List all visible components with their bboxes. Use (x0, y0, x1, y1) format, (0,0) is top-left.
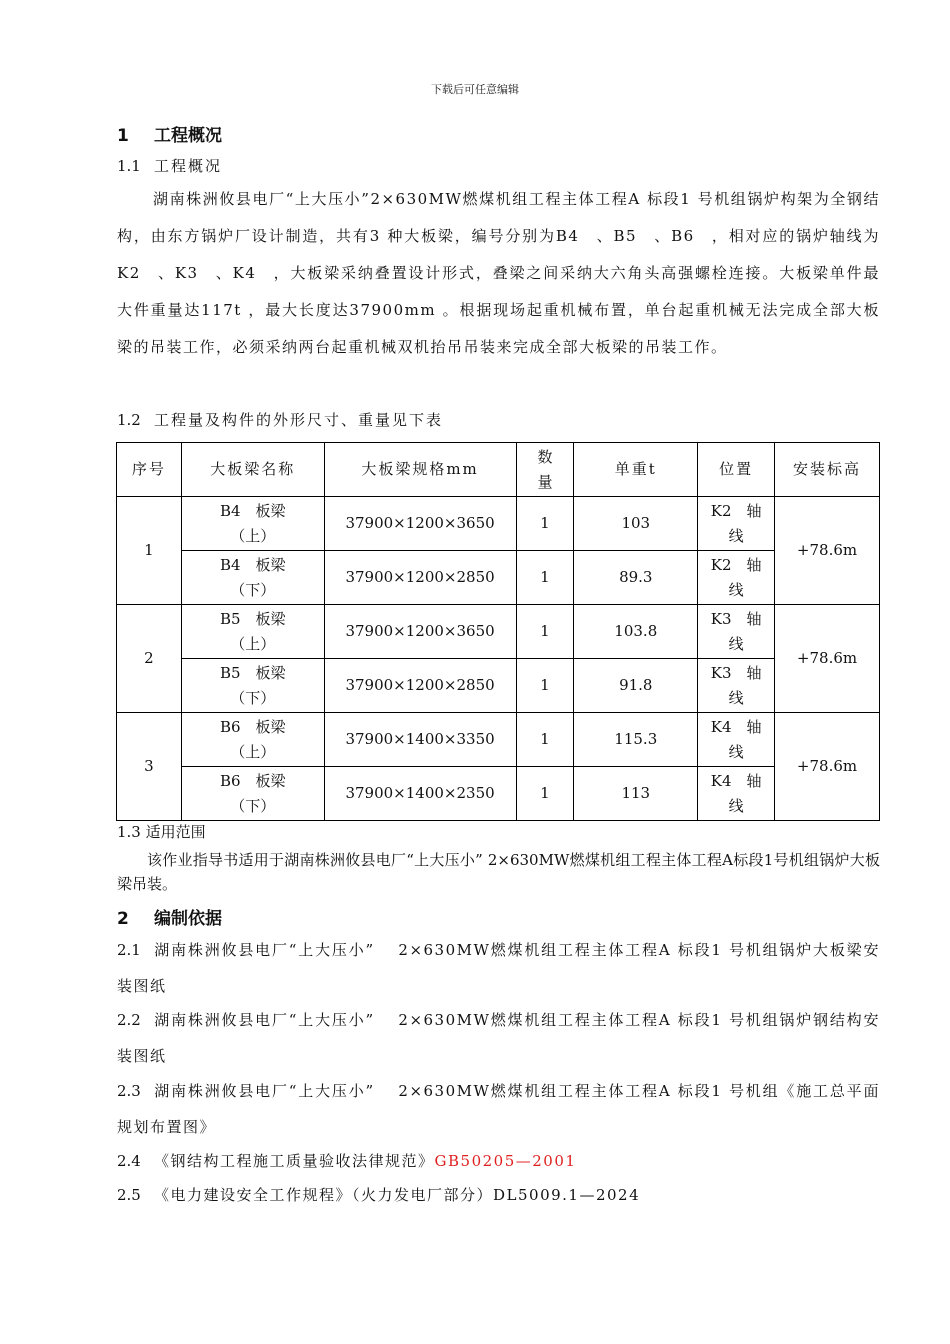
header-elev: 安装标高 (775, 443, 880, 497)
section-2-heading (117, 904, 222, 929)
cell-weight: 115.3 (574, 713, 698, 767)
subsection-1-3-heading: 1.3 适用范围 (117, 823, 206, 841)
overview-paragraph: 湖南株洲攸县电厂“上大压小”2×630MW燃煤机组工程主体工程A 标段1 号机组锅炉构架为全钢结构，由东方锅炉厂设计制造，共有3 种大板梁，编号分别为B4 、B5 、B6 ，相对应的锅炉轴线为K2 、K3 、K4 ，大板梁采纳叠置设计形式，叠梁之间采纳大六角头高强螺栓连接。大板梁单件最大件重量达117t ，最大长度达37900mm 。根据现场起重机械布置，单台起重机械无法完成全部大板梁的吊装工作，必须采纳两台起重机械双机抬吊吊装来完成全部大板梁的吊装工作。 (117, 190, 880, 356)
cell-qty: 1 (516, 767, 574, 821)
cell-name: B6 板梁 （下） (181, 767, 324, 821)
header-qty-top: 数 (537, 447, 553, 466)
table-row (117, 605, 880, 659)
reference-item: 2.4 《钢结构工程施工质量验收法律规范》GB50205—2001 (117, 1152, 577, 1170)
table-header-row (117, 443, 880, 497)
cell-weight: 103 (574, 497, 698, 551)
cell-spec: 37900×1400×2350 (324, 767, 516, 821)
section-1-heading (117, 121, 222, 146)
cell-spec: 37900×1200×2850 (324, 659, 516, 713)
cell-weight: 103.8 (574, 605, 698, 659)
beam-spec-table (116, 442, 880, 821)
reference-item: 2.5 《电力建设安全工作规程》（火力发电厂部分）DL5009.1—2024 (117, 1186, 641, 1204)
cell-elev: +78.6m (775, 605, 880, 713)
subsection-number: 1.1 (117, 157, 141, 175)
reference-item: 2.3 湖南株洲攸县电厂“上大压小” 2×630MW燃煤机组工程主体工程A 标段1 号机组《施工总平面规划布置图》 (117, 1082, 880, 1136)
reference-item: 2.2 湖南株洲攸县电厂“上大压小” 2×630MW燃煤机组工程主体工程A 标段1 号机组锅炉钢结构安装图纸 (117, 1011, 880, 1065)
scope-paragraph: 该作业指导书适用于湖南株洲攸县电厂“上大压小” 2×630MW燃煤机组工程主体工程A标段1号机组锅炉大板梁吊装。 (117, 851, 880, 893)
header-qty-bottom: 量 (537, 472, 553, 491)
header-note: 下载后可任意编辑 (431, 83, 519, 96)
reference-item: 2.1 湖南株洲攸县电厂“上大压小” 2×630MW燃煤机组工程主体工程A 标段1 号机组锅炉大板梁安装图纸 (117, 941, 880, 995)
section-title: 工程概况 (154, 126, 222, 146)
cell-name: B5 板梁 （上） (181, 605, 324, 659)
subsection-1-2-heading (117, 409, 443, 430)
cell-pos: K2 轴 线 (698, 497, 775, 551)
cell-qty: 1 (516, 713, 574, 767)
cell-pos: K3 轴 线 (698, 605, 775, 659)
cell-weight: 91.8 (574, 659, 698, 713)
subsection-1-1-heading (117, 155, 222, 176)
cell-spec: 37900×1400×3350 (324, 713, 516, 767)
table-row (117, 551, 880, 605)
header-weight: 单重t (574, 443, 698, 497)
header-qty (516, 443, 574, 497)
section-number: 2 (117, 909, 129, 929)
table-row (117, 767, 880, 821)
cell-name: B4 板梁 （下） (181, 551, 324, 605)
section-number: 1 (117, 126, 129, 146)
cell-pos: K4 轴 线 (698, 713, 775, 767)
cell-name: B4 板梁 （上） (181, 497, 324, 551)
subsection-title: 工程量及构件的外形尺寸、重量见下表 (154, 411, 444, 429)
cell-elev: +78.6m (775, 713, 880, 821)
cell-pos: K3 轴 线 (698, 659, 775, 713)
cell-name: B6 板梁 （上） (181, 713, 324, 767)
standard-code-red: GB50205—2001 (434, 1152, 577, 1170)
table-row (117, 659, 880, 713)
cell-qty: 1 (516, 605, 574, 659)
cell-spec: 37900×1200×3650 (324, 605, 516, 659)
header-spec: 大板梁规格mm (324, 443, 516, 497)
cell-name: B5 板梁 （下） (181, 659, 324, 713)
cell-spec: 37900×1200×2850 (324, 551, 516, 605)
subsection-title: 工程概况 (154, 157, 223, 175)
cell-qty: 1 (516, 497, 574, 551)
header-name: 大板梁名称 (181, 443, 324, 497)
cell-qty: 1 (516, 551, 574, 605)
cell-seq: 3 (117, 713, 182, 821)
subsection-number: 1.2 (117, 411, 141, 429)
cell-seq: 1 (117, 497, 182, 605)
cell-qty: 1 (516, 659, 574, 713)
table-row (117, 713, 880, 767)
header-pos: 位置 (698, 443, 775, 497)
table-row (117, 497, 880, 551)
cell-elev: +78.6m (775, 497, 880, 605)
header-seq: 序号 (117, 443, 182, 497)
cell-pos: K2 轴 线 (698, 551, 775, 605)
cell-spec: 37900×1200×3650 (324, 497, 516, 551)
cell-weight: 89.3 (574, 551, 698, 605)
section-title: 编制依据 (154, 909, 222, 929)
cell-pos: K4 轴 线 (698, 767, 775, 821)
cell-weight: 113 (574, 767, 698, 821)
cell-seq: 2 (117, 605, 182, 713)
